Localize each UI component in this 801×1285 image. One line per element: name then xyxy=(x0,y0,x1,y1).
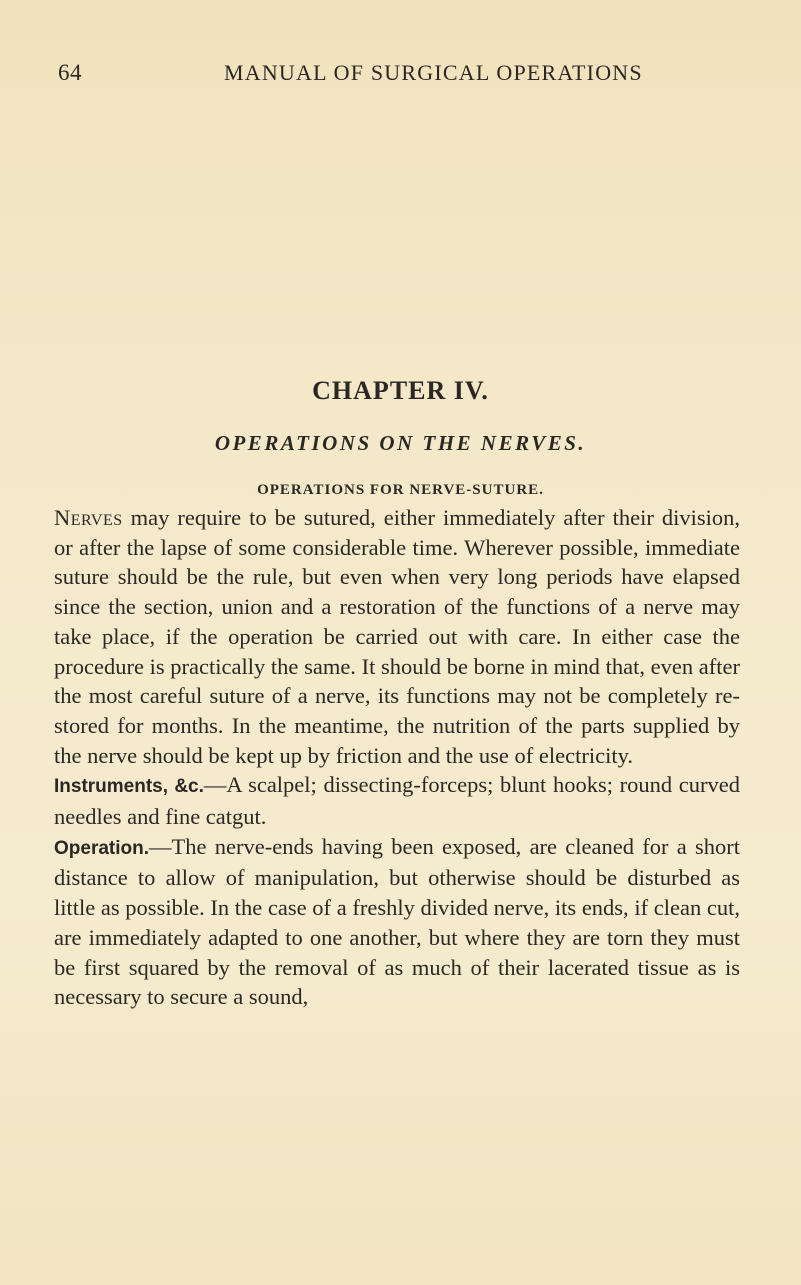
paragraph-text: —The nerve-ends having been exposed, are cleaned for a short distance to allow of manipulation, but otherwise should be disturbed as little as possible. In the case of a freshly divided nerve, its ends, if clean cut, are immediately adapted to one another, but where they are torn they must be first squared by the removal of as much of their lacerated tissue as is necessary to secure a sound, xyxy=(54,833,740,1010)
paragraph-operation xyxy=(54,832,740,1012)
paragraph-text: may require to be sutured, either immediately after their division, or after the lapse of some considerable time. Wherever possible, immediate suture should be the rule, but even when very long periods have elapsed since the section, union and a restoration of the functions of a nerve may take place, if the operation be carried out with care. In either case the procedure is practically the same. It should be borne in mind that, even after the most careful suture of a nerve, its functions may not be completely re-stored for months. In the meantime, the nutrition of the parts supplied by the nerve should be kept up by friction and the use of electricity. xyxy=(54,505,740,768)
paragraph-text: —A scalpel; dissecting-forceps; blunt hooks; round curved needles and fine catgut. xyxy=(54,772,740,830)
chapter-body xyxy=(54,503,740,1012)
chapter-title: CHAPTER IV. xyxy=(312,376,489,406)
page-number: 64 xyxy=(58,60,82,85)
running-header xyxy=(58,60,738,90)
paragraph-lead: Nerves xyxy=(54,505,123,530)
subsection-title: OPERATIONS FOR NERVE-SUTURE. xyxy=(257,482,544,498)
section-title: OPERATIONS ON THE NERVES. xyxy=(214,431,587,456)
paragraph-introduction xyxy=(54,503,740,770)
running-title: MANUAL OF SURGICAL OPERATIONS xyxy=(224,60,643,85)
paragraph-lead: Instruments, &c. xyxy=(54,776,204,798)
paragraph-instruments xyxy=(54,770,740,831)
paragraph-lead: Operation. xyxy=(54,837,150,859)
